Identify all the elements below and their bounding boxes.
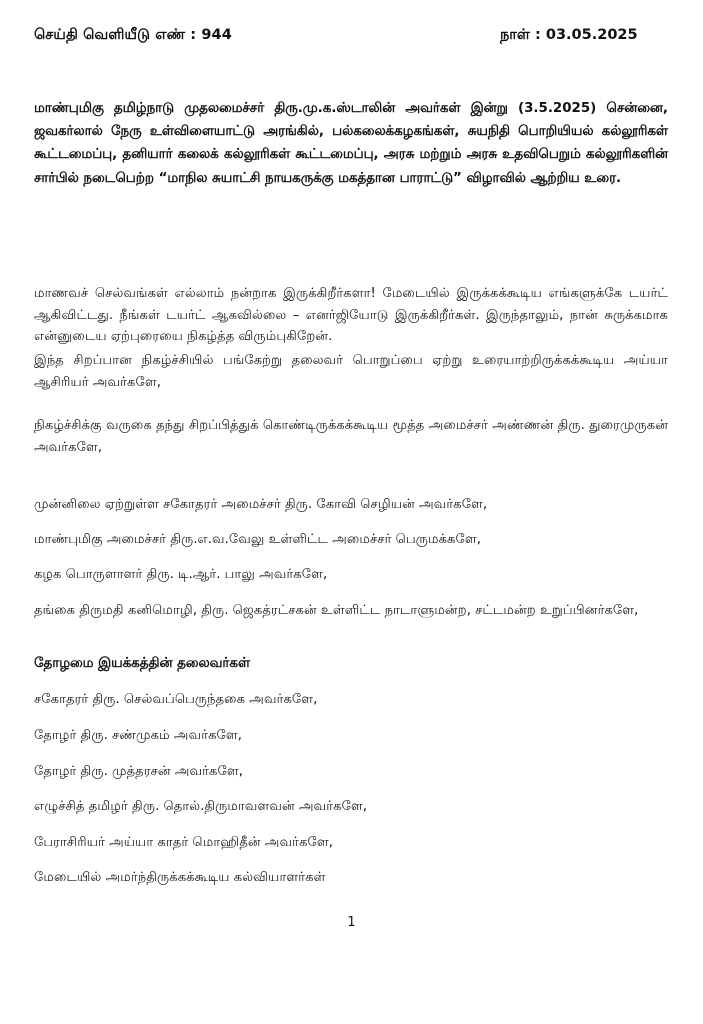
greeting-line: பேராசிரியர் அய்யா காதர் மொஹிதீன் அவர்களே, <box>34 835 333 850</box>
release-date: நாள் : 03.05.2025 <box>500 27 638 43</box>
release-number: செய்தி வெளியீடு எண் : 944 <box>34 27 232 43</box>
paragraph-ministers: மாண்புமிகு அமைச்சர் திரு.எ.வ.வேலு உள்ளிட்ட அமைச்சர் பெருமக்களே, <box>34 532 481 547</box>
intro-summary: மாண்புமிகு தமிழ்நாடு முதலமைச்சர் திரு.மு.க.ஸ்டாலின் அவர்கள் இன்று (3.5.2025) சென்னை, ஜவகர்லால் நேரு உள்விளையாட்டு அரங்கில், பல்கலைக்கழகங்கள், சுயநிதி பொறியியல் கல்லூரிகள் கூட்டமைப்பு, தனியார் கலைக் கல்லூரிகள் கூட்டமைப்பு, அரசு மற்றும் அரசு உதவிபெறும் கல்லூரிகளின் சார்பில் நடைபெற்ற “மாநில சுயாட்சி நாயகருக்கு மகத்தான பாராட்டு” விழாவில் ஆற்றிய உரை. <box>34 101 668 186</box>
paragraph-members: தங்கை திருமதி கனிமொழி, திரு. ஜெகத்ரட்சகன் உள்ளிட்ட நாடாளுமன்ற, சட்டமன்ற உறுப்பினர்களே, <box>34 603 639 618</box>
page-number: 1 <box>347 915 356 930</box>
paragraph-senior-minister: நிகழ்ச்சிக்கு வருகை தந்து சிறப்பித்துக் கொண்டிருக்கக்கூடிய மூத்த அமைச்சர் அண்ணன் திரு. துரைமுருகன் அவர்களே, <box>34 418 668 455</box>
paragraph-treasurer: கழக பொருளாளர் திரு. டி.ஆர். பாலு அவர்களே, <box>34 567 328 582</box>
paragraph-chair: இந்த சிறப்பான நிகழ்ச்சியில் பங்கேற்று தலைவர் பொறுப்பை ஏற்று உரையாற்றிருக்கக்கூடிய அய்யா ஆசிரியர் அவர்களே, <box>34 353 668 390</box>
greeting-line: எழுச்சித் தமிழர் திரு. தொல்.திருமாவளவன் அவர்களே, <box>34 799 368 814</box>
section-heading: தோழமை இயக்கத்தின் தலைவர்கள் <box>34 656 251 671</box>
greeting-line: தோழர் திரு. சண்முகம் அவர்களே, <box>34 728 242 743</box>
greeting-line: மேடையில் அமர்ந்திருக்கக்கூடிய கல்வியாளர்கள் <box>34 870 326 885</box>
greeting-line: தோழர் திரு. முத்தரசன் அவர்களே, <box>34 764 243 779</box>
paragraph-minister-kovi: முன்னிலை ஏற்றுள்ள சகோதரர் அமைச்சர் திரு. கோவி செழியன் அவர்களே, <box>34 497 488 512</box>
paragraph-opening: மாணவச் செல்வங்கள் எல்லாம் நன்றாக இருக்கிறீர்களா! மேடையில் இருக்கக்கூடிய எங்களுக்கே டயர்ட் ஆகிவிட்டது. நீங்கள் டயர்ட் ஆகவில்லை – எனர்ஜியோடு இருக்கிறீர்கள். இருந்தாலும், நான் சுருக்கமாக என்னுடைய ஏற்புரையை நிகழ்த்த விரும்புகிறேன். <box>34 286 668 344</box>
greeting-line: சகோதரர் திரு. செல்வப்பெருந்தகை அவர்களே, <box>34 692 318 707</box>
